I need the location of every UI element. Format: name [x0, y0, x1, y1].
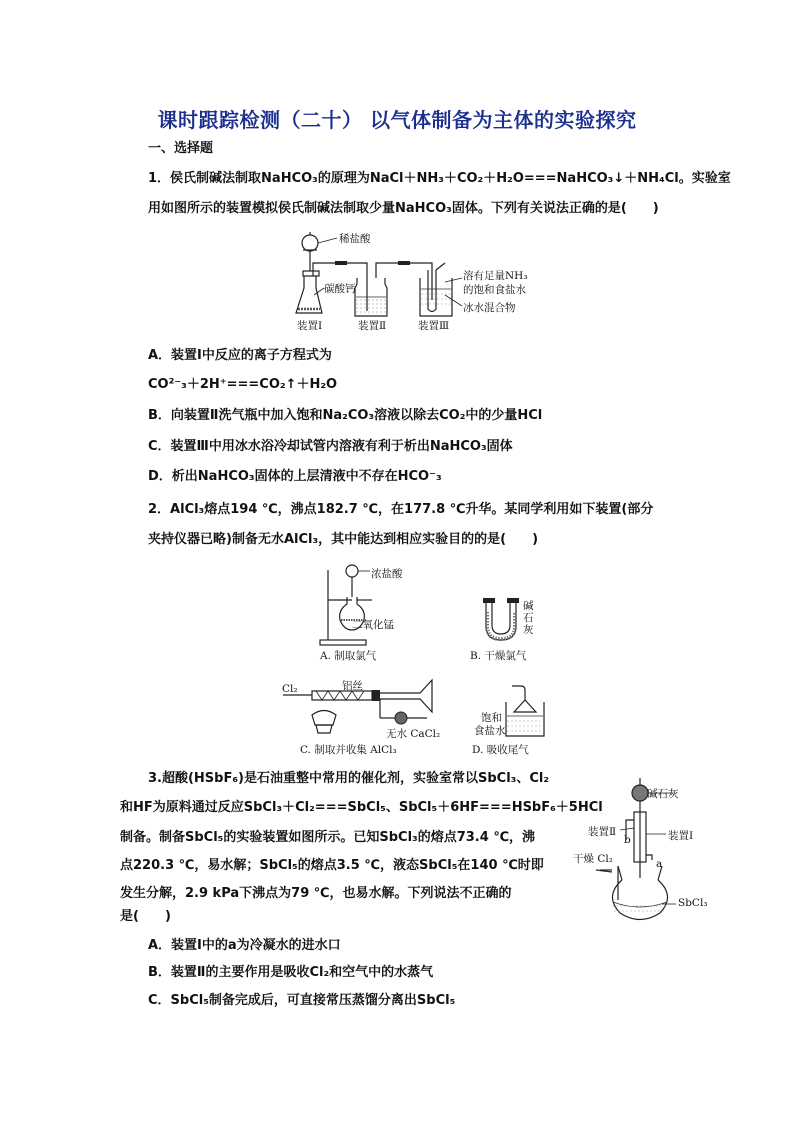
q3-stem-line6: 是( )	[120, 909, 171, 924]
q1-stem-line1: 1．侯氏制碱法制取NaHCO₃的原理为NaCl＋NH₃＋CO₂＋H₂O===NaHCO₃↓＋NH₄Cl。实验室	[148, 171, 731, 186]
q2-label-al-wire: 铝丝	[342, 680, 363, 692]
q1-label-dev1: 装置Ⅰ	[297, 320, 323, 332]
q2-label-conc-hcl: 浓盐酸	[371, 568, 403, 580]
q1-label-ice: 冰水混合物	[463, 302, 516, 314]
q1-label-caco3: 碳酸钙	[324, 283, 356, 295]
q3-label-a: a	[656, 858, 663, 870]
q1-label-hcl: 稀盐酸	[339, 233, 371, 245]
q2-label-lime-3: 灰	[523, 624, 534, 636]
q2-label-lime-1: 碱	[523, 600, 534, 612]
q1-option-c: C．装置Ⅲ中用冰水浴冷却试管内溶液有利于析出NaHCO₃固体	[148, 439, 513, 454]
q3-stem-line4: 点220.3 ℃，易水解；SbCl₅的熔点3.5 ℃，液态SbCl₅在140 ℃时即	[120, 858, 544, 873]
q3-option-c: C．SbCl₅制备完成后，可直接常压蒸馏分离出SbCl₅	[148, 993, 456, 1008]
q2-label-brine-1: 饱和	[481, 712, 502, 724]
q3-label-dry-cl2: 干燥 Cl₂	[573, 853, 613, 865]
q3-stem-line1: 3.超酸(HSbF₆)是石油重整中常用的催化剂，实验室常以SbCl₃、Cl₂	[148, 771, 550, 786]
q2-caption-a: A. 制取氯气	[320, 650, 377, 662]
q2-stem-line2: 夹持仪器已略)制备无水AlCl₃，其中能达到相应实验目的的是( )	[148, 532, 539, 547]
q2-stem-line1: 2．AlCl₃熔点194 ℃，沸点182.7 ℃，在177.8 ℃升华。某同学利用如下装置(部分	[148, 502, 654, 517]
q2-caption-c: C. 制取并收集 AlCl₃	[300, 744, 397, 756]
q2-label-brine-2: 食盐水	[474, 725, 506, 737]
q1-label-dev2: 装置Ⅱ	[358, 320, 387, 332]
q3-option-a: A．装置Ⅰ中的a为冷凝水的进水口	[148, 938, 341, 953]
q2-label-lime-2: 石	[523, 612, 534, 624]
q3-label-dev2: 装置Ⅱ	[588, 826, 617, 838]
q3-stem-line3: 制备。制备SbCl₅的实验装置如图所示。已知SbCl₃的熔点73.4 ℃，沸	[120, 830, 536, 845]
q1-option-d: D．析出NaHCO₃固体的上层清液中不存在HCO⁻₃	[148, 469, 442, 484]
q3-label-sbcl3: SbCl₃	[678, 897, 708, 909]
q2-label-cl2: Cl₂	[282, 683, 298, 695]
q3-stem-line5: 发生分解，2.9 kPa下沸点为79 ℃，也易水解。下列说法不正确的	[120, 886, 512, 901]
q2-caption-b: B. 干燥氯气	[470, 650, 527, 662]
q1-label-dev3: 装置Ⅲ	[418, 320, 450, 332]
q1-option-a: A．装置Ⅰ中反应的离子方程式为	[148, 348, 332, 363]
section-heading: 一、选择题	[148, 141, 214, 156]
q2-label-mno2: 二氧化锰	[352, 619, 394, 631]
q1-label-brine-1: 溶有足量NH₃	[463, 270, 528, 282]
q3-label-b: b	[624, 834, 631, 846]
q3-option-b: B．装置Ⅱ的主要作用是吸收Cl₂和空气中的水蒸气	[148, 965, 434, 980]
q3-stem-line2: 和HF为原料通过反应SbCl₃＋Cl₂===SbCl₅、SbCl₅＋6HF===HSbF₆＋5HCl	[120, 800, 603, 815]
q1-stem-line2: 用如图所示的装置模拟侯氏制碱法制取少量NaHCO₃固体。下列有关说法正确的是( )	[148, 201, 659, 216]
q1-option-a-equation: CO²⁻₃＋2H⁺===CO₂↑＋H₂O	[148, 377, 338, 392]
q3-label-dev1: 装置Ⅰ	[668, 830, 694, 842]
q1-option-b: B．向装置Ⅱ洗气瓶中加入饱和Na₂CO₃溶液以除去CO₂中的少量HCl	[148, 408, 543, 423]
q2-caption-d: D. 吸收尾气	[472, 744, 529, 756]
page-title: 课时跟踪检测（二十） 以气体制备为主体的实验探究	[157, 108, 637, 132]
q2-label-cacl2: 无水 CaCl₂	[386, 728, 441, 740]
q1-label-brine-2: 的饱和食盐水	[463, 284, 526, 296]
q3-label-lime: 碱石灰	[647, 788, 679, 800]
